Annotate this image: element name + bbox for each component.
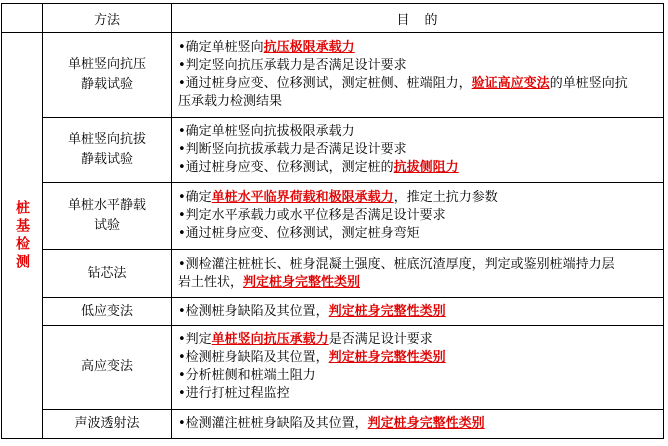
method-line: 单桩竖向抗拔 — [67, 132, 146, 147]
highlight-term: 判定桩身完整性类别 — [243, 274, 361, 290]
purpose-cell — [172, 33, 664, 117]
purpose-cell — [172, 326, 664, 409]
purpose-line: •判定水平承载力或水平位移是否满足设计要求 — [178, 208, 446, 224]
method-line: 静载试验 — [80, 152, 133, 167]
header-row — [2, 4, 664, 33]
header-purpose: 目 的 — [172, 4, 664, 33]
purpose-line: •检测桩身缺陷及其位置，判定桩身完整性类别 — [178, 303, 446, 319]
header-blank-cell — [2, 4, 43, 33]
purpose-line: •确定单桩竖向抗压极限承载力 — [178, 39, 355, 55]
table-row — [2, 183, 664, 250]
purpose-line: 岩土性状，判定桩身完整性类别 — [178, 274, 361, 290]
method-cell — [43, 250, 172, 298]
table-row — [2, 326, 664, 409]
pile-testing-table — [1, 3, 664, 439]
highlight-term: 判定桩身完整性类别 — [328, 350, 446, 366]
header-method: 方法 — [43, 4, 172, 33]
method-line: 试验 — [93, 218, 120, 234]
purpose-line: •判定单桩竖向抗压承载力是否满足设计要求 — [178, 332, 433, 348]
purpose-cell — [172, 409, 664, 438]
purpose-cell — [172, 117, 664, 183]
purpose-line: •确定单桩水平临界荷载和极限承载力，推定土抗力参数 — [178, 190, 498, 206]
method-line: 高应变法 — [80, 359, 133, 375]
category-label: 桩基检测 — [2, 33, 43, 439]
purpose-line: •进行打桩过程监控 — [178, 386, 290, 402]
purpose-line: •通过桩身应变、位移测试，测定桩的抗拔侧阻力 — [178, 160, 459, 175]
method-cell — [43, 117, 172, 183]
method-line: 单桩竖向抗压 — [67, 56, 146, 72]
purpose-cell — [172, 183, 664, 250]
purpose-line: •检测桩身缺陷及其位置，判定桩身完整性类别 — [178, 350, 446, 366]
highlight-term: 判定桩身完整性类别 — [328, 303, 446, 319]
highlight-term: 单桩竖向抗压承载力 — [211, 332, 329, 348]
table-row — [2, 33, 664, 117]
method-line: 单桩水平静载 — [67, 198, 146, 214]
method-cell — [43, 183, 172, 250]
purpose-line: •确定单桩竖向抗拔极限承载力 — [178, 124, 355, 139]
purpose-cell — [172, 250, 664, 298]
purpose-line: •通过桩身应变、位移测试，测定桩侧、桩端阻力，验证高应变法的单桩竖向抗 — [178, 75, 628, 91]
method-cell — [43, 409, 172, 438]
method-cell — [43, 326, 172, 409]
purpose-line: •检测灌注桩桩身缺陷及其位置，判定桩身完整性类别 — [178, 415, 485, 431]
highlight-term: 抗拔侧阻力 — [393, 160, 459, 175]
purpose-line: •判断竖向抗拔承载力是否满足设计要求 — [178, 142, 407, 157]
purpose-line: •分析桩侧和桩端土阻力 — [178, 368, 316, 384]
purpose-line: •测检灌注桩桩长、桩身混凝土强度、桩底沉渣厚度，判定或鉴别桩端持力层 — [178, 256, 615, 272]
method-line: 钻芯法 — [87, 265, 127, 281]
highlight-term: 单桩水平临界荷载和极限承载力 — [211, 190, 394, 206]
table-row — [2, 409, 664, 438]
method-line: 声波透射法 — [74, 415, 140, 431]
table-row — [2, 250, 664, 298]
table-row — [2, 117, 664, 183]
purpose-line: 压承载力检测结果 — [178, 93, 283, 109]
method-cell — [43, 298, 172, 326]
purpose-line: •通过桩身应变、位移测试，测定桩身弯矩 — [178, 226, 420, 242]
method-line: 低应变法 — [80, 303, 133, 319]
table-row — [2, 298, 664, 326]
method-line: 静载试验 — [80, 76, 133, 92]
purpose-cell — [172, 298, 664, 326]
purpose-line: •判定竖向抗压承载力是否满足设计要求 — [178, 57, 407, 73]
highlight-term: 验证高应变法 — [471, 75, 550, 91]
method-cell — [43, 33, 172, 117]
highlight-term: 判定桩身完整性类别 — [367, 415, 485, 431]
highlight-term: 抗压极限承载力 — [263, 39, 355, 55]
